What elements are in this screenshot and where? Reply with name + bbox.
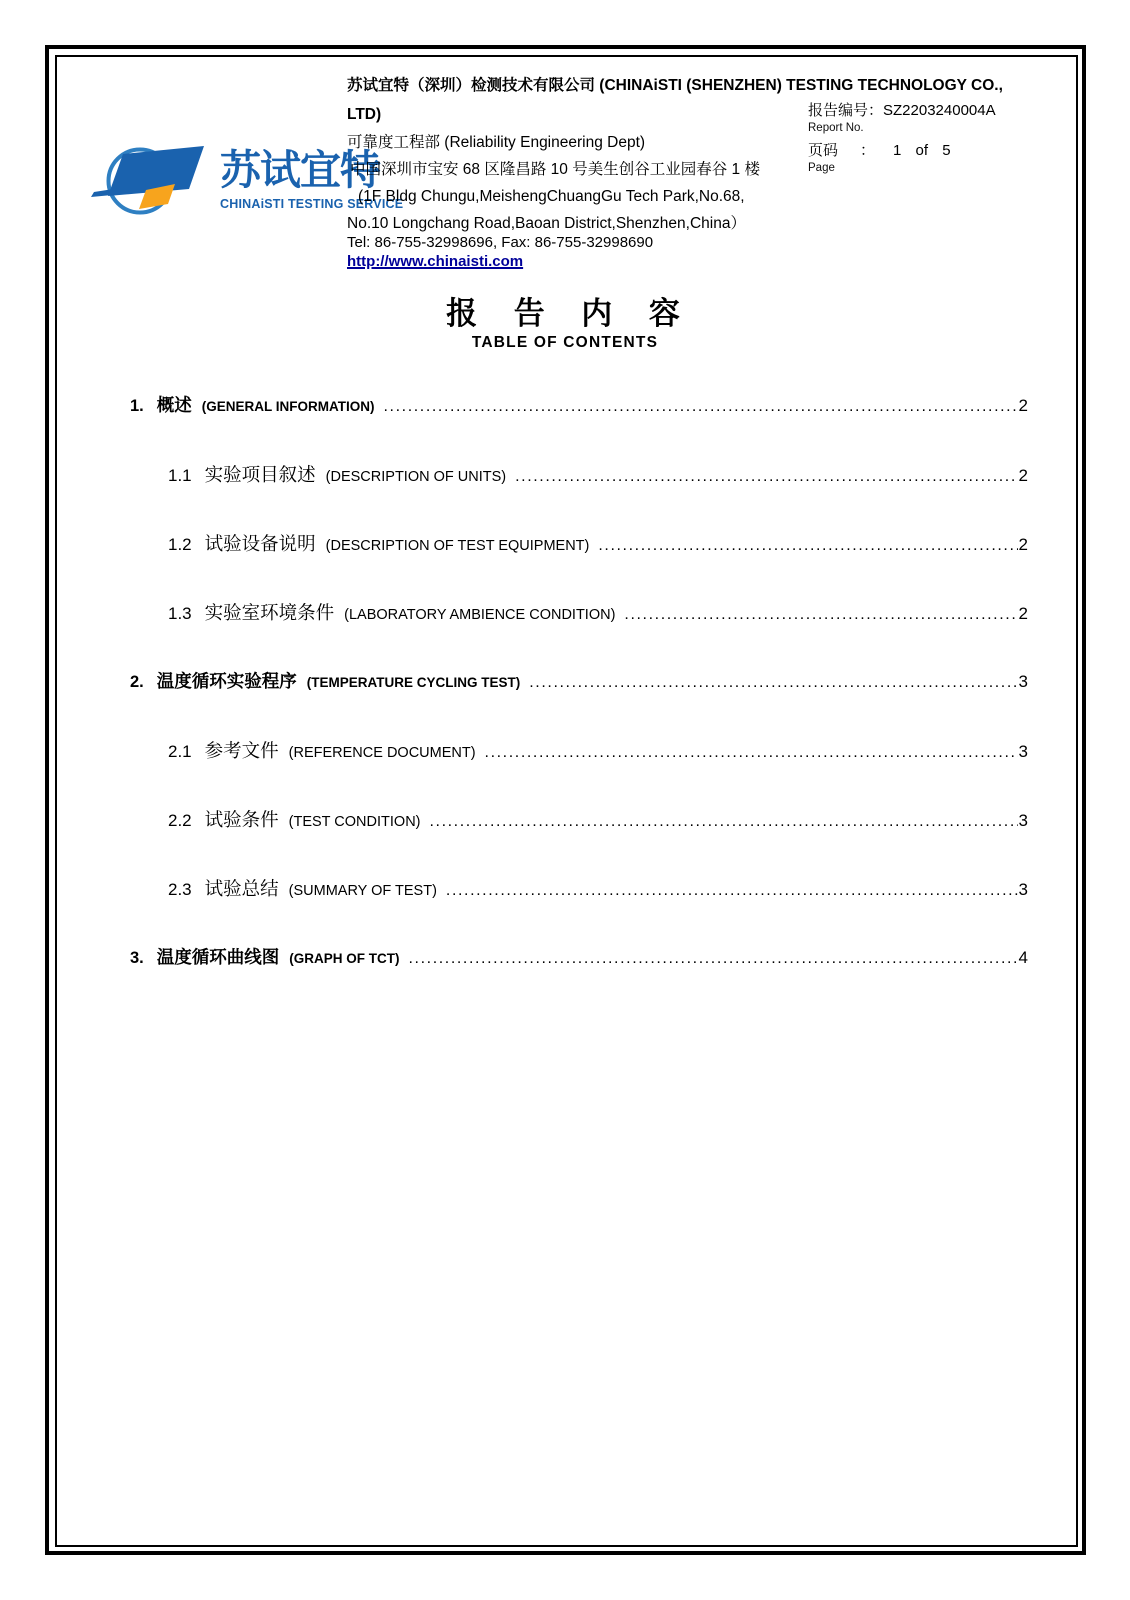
report-number-row <box>808 101 1068 120</box>
document-title-en: TABLE OF CONTENTS <box>471 334 659 351</box>
page-number-row <box>808 141 1068 160</box>
toc-item-title-en: (SUMMARY OF TEST) <box>288 883 437 899</box>
toc-item <box>130 392 1028 415</box>
toc-item-title-zh: 实验项目叙述 <box>204 464 316 485</box>
toc-item-page: 4 <box>1018 948 1028 967</box>
company-address-zh: 中国深圳市宝安 68 区隆昌路 10 号美生创谷工业园春谷 1 楼 <box>350 161 760 178</box>
document-title-zh: 报 告 内 容 <box>446 296 694 331</box>
toc-item <box>130 875 1028 898</box>
toc-item-page: 2 <box>1018 466 1028 485</box>
toc-leader-dots <box>446 882 1018 900</box>
toc-list <box>130 392 1028 1013</box>
toc-leader-dots <box>624 606 1017 624</box>
toc-item-title-en: (DESCRIPTION OF UNITS) <box>325 469 507 485</box>
toc-item-title-en: (GRAPH OF TCT) <box>289 951 400 966</box>
toc-item-title-zh: 概述 <box>156 395 192 415</box>
toc-leader-dots <box>529 674 1017 692</box>
toc-leader-dots <box>384 398 1018 416</box>
toc-item-page: 2 <box>1018 604 1028 623</box>
page-number-value: 1 of 5 <box>893 142 951 159</box>
toc-item-page: 2 <box>1018 396 1028 415</box>
toc-item-number: 1.1 <box>168 466 192 485</box>
toc-item-title-en: (GENERAL INFORMATION) <box>201 399 375 414</box>
toc-item-title-en: (REFERENCE DOCUMENT) <box>288 745 476 761</box>
toc-item-title-zh: 参考文件 <box>204 740 279 761</box>
company-dept: 可靠度工程部 (Reliability Engineering Dept) <box>347 134 646 151</box>
toc-item-number: 1.2 <box>168 535 192 554</box>
logo-brand-zh: 苏试宜特 <box>220 147 380 193</box>
toc-item-title-zh: 试验设备说明 <box>204 533 316 554</box>
toc-item <box>130 461 1028 484</box>
toc-item-page: 3 <box>1018 880 1028 899</box>
toc-leader-dots <box>409 950 1018 968</box>
toc-item <box>130 737 1028 760</box>
report-number-label-zh: 报告编号： <box>808 102 884 119</box>
page-label-zh: 页码 <box>808 142 839 159</box>
company-name-line2: LTD) <box>347 106 382 123</box>
toc-item-title-zh: 试验条件 <box>204 809 279 830</box>
report-number-label-en: Report No. <box>808 122 864 134</box>
company-name-line1: 苏试宜特（深圳）检测技术有限公司 (CHINAiSTI (SHENZHEN) TESTING TECHNOLOGY CO., <box>347 77 1003 94</box>
toc-item <box>130 944 1028 967</box>
toc-item-number: 3. <box>130 949 144 967</box>
toc-item <box>130 806 1028 829</box>
toc-item-number: 2.3 <box>168 880 192 899</box>
toc-item-number: 2. <box>130 673 144 691</box>
company-tel-fax: Tel: 86-755-32998696, Fax: 86-755-32998690 <box>347 234 654 251</box>
page-label-en: Page <box>808 162 835 174</box>
toc-leader-dots <box>515 468 1017 486</box>
company-address-en1: (1F Bldg Chungu,MeishengChuangGu Tech Park,No.68, <box>358 188 745 205</box>
toc-leader-dots <box>430 813 1018 831</box>
toc-item-number: 2.2 <box>168 811 192 830</box>
toc-item-title-en: (TEST CONDITION) <box>288 814 421 830</box>
toc-item-page: 3 <box>1018 742 1028 761</box>
toc-item-title-en: (LABORATORY AMBIENCE CONDITION) <box>344 607 616 623</box>
toc-item-number: 2.1 <box>168 742 192 761</box>
company-website-link[interactable]: http://www.chinaisti.com <box>347 253 524 270</box>
page-colon: ： <box>860 142 876 159</box>
toc-item <box>130 668 1028 691</box>
toc-item-title-en: (DESCRIPTION OF TEST EQUIPMENT) <box>325 538 590 554</box>
chinaisti-logo-icon <box>90 133 208 233</box>
toc-item-title-en: (TEMPERATURE CYCLING TEST) <box>306 675 521 690</box>
toc-item-title-zh: 实验室环境条件 <box>204 602 335 623</box>
report-number-value: SZ2203240004A <box>883 102 996 119</box>
toc-item-page: 3 <box>1018 811 1028 830</box>
company-address-en2: No.10 Longchang Road,Baoan District,Shenzhen,China） <box>347 215 746 232</box>
toc-item <box>130 530 1028 553</box>
toc-leader-dots <box>485 744 1018 762</box>
toc-item-page: 2 <box>1018 535 1028 554</box>
toc-item <box>130 599 1028 622</box>
toc-item-number: 1. <box>130 397 144 415</box>
report-meta-block <box>808 101 1068 181</box>
toc-item-title-zh: 试验总结 <box>204 878 279 899</box>
toc-item-number: 1.3 <box>168 604 192 623</box>
logo-brand-en: CHINAiSTI TESTING SERVICE <box>220 197 404 211</box>
toc-item-page: 3 <box>1018 672 1028 691</box>
toc-item-title-zh: 温度循环实验程序 <box>156 671 297 691</box>
toc-leader-dots <box>598 537 1017 555</box>
toc-item-title-zh: 温度循环曲线图 <box>156 947 280 967</box>
